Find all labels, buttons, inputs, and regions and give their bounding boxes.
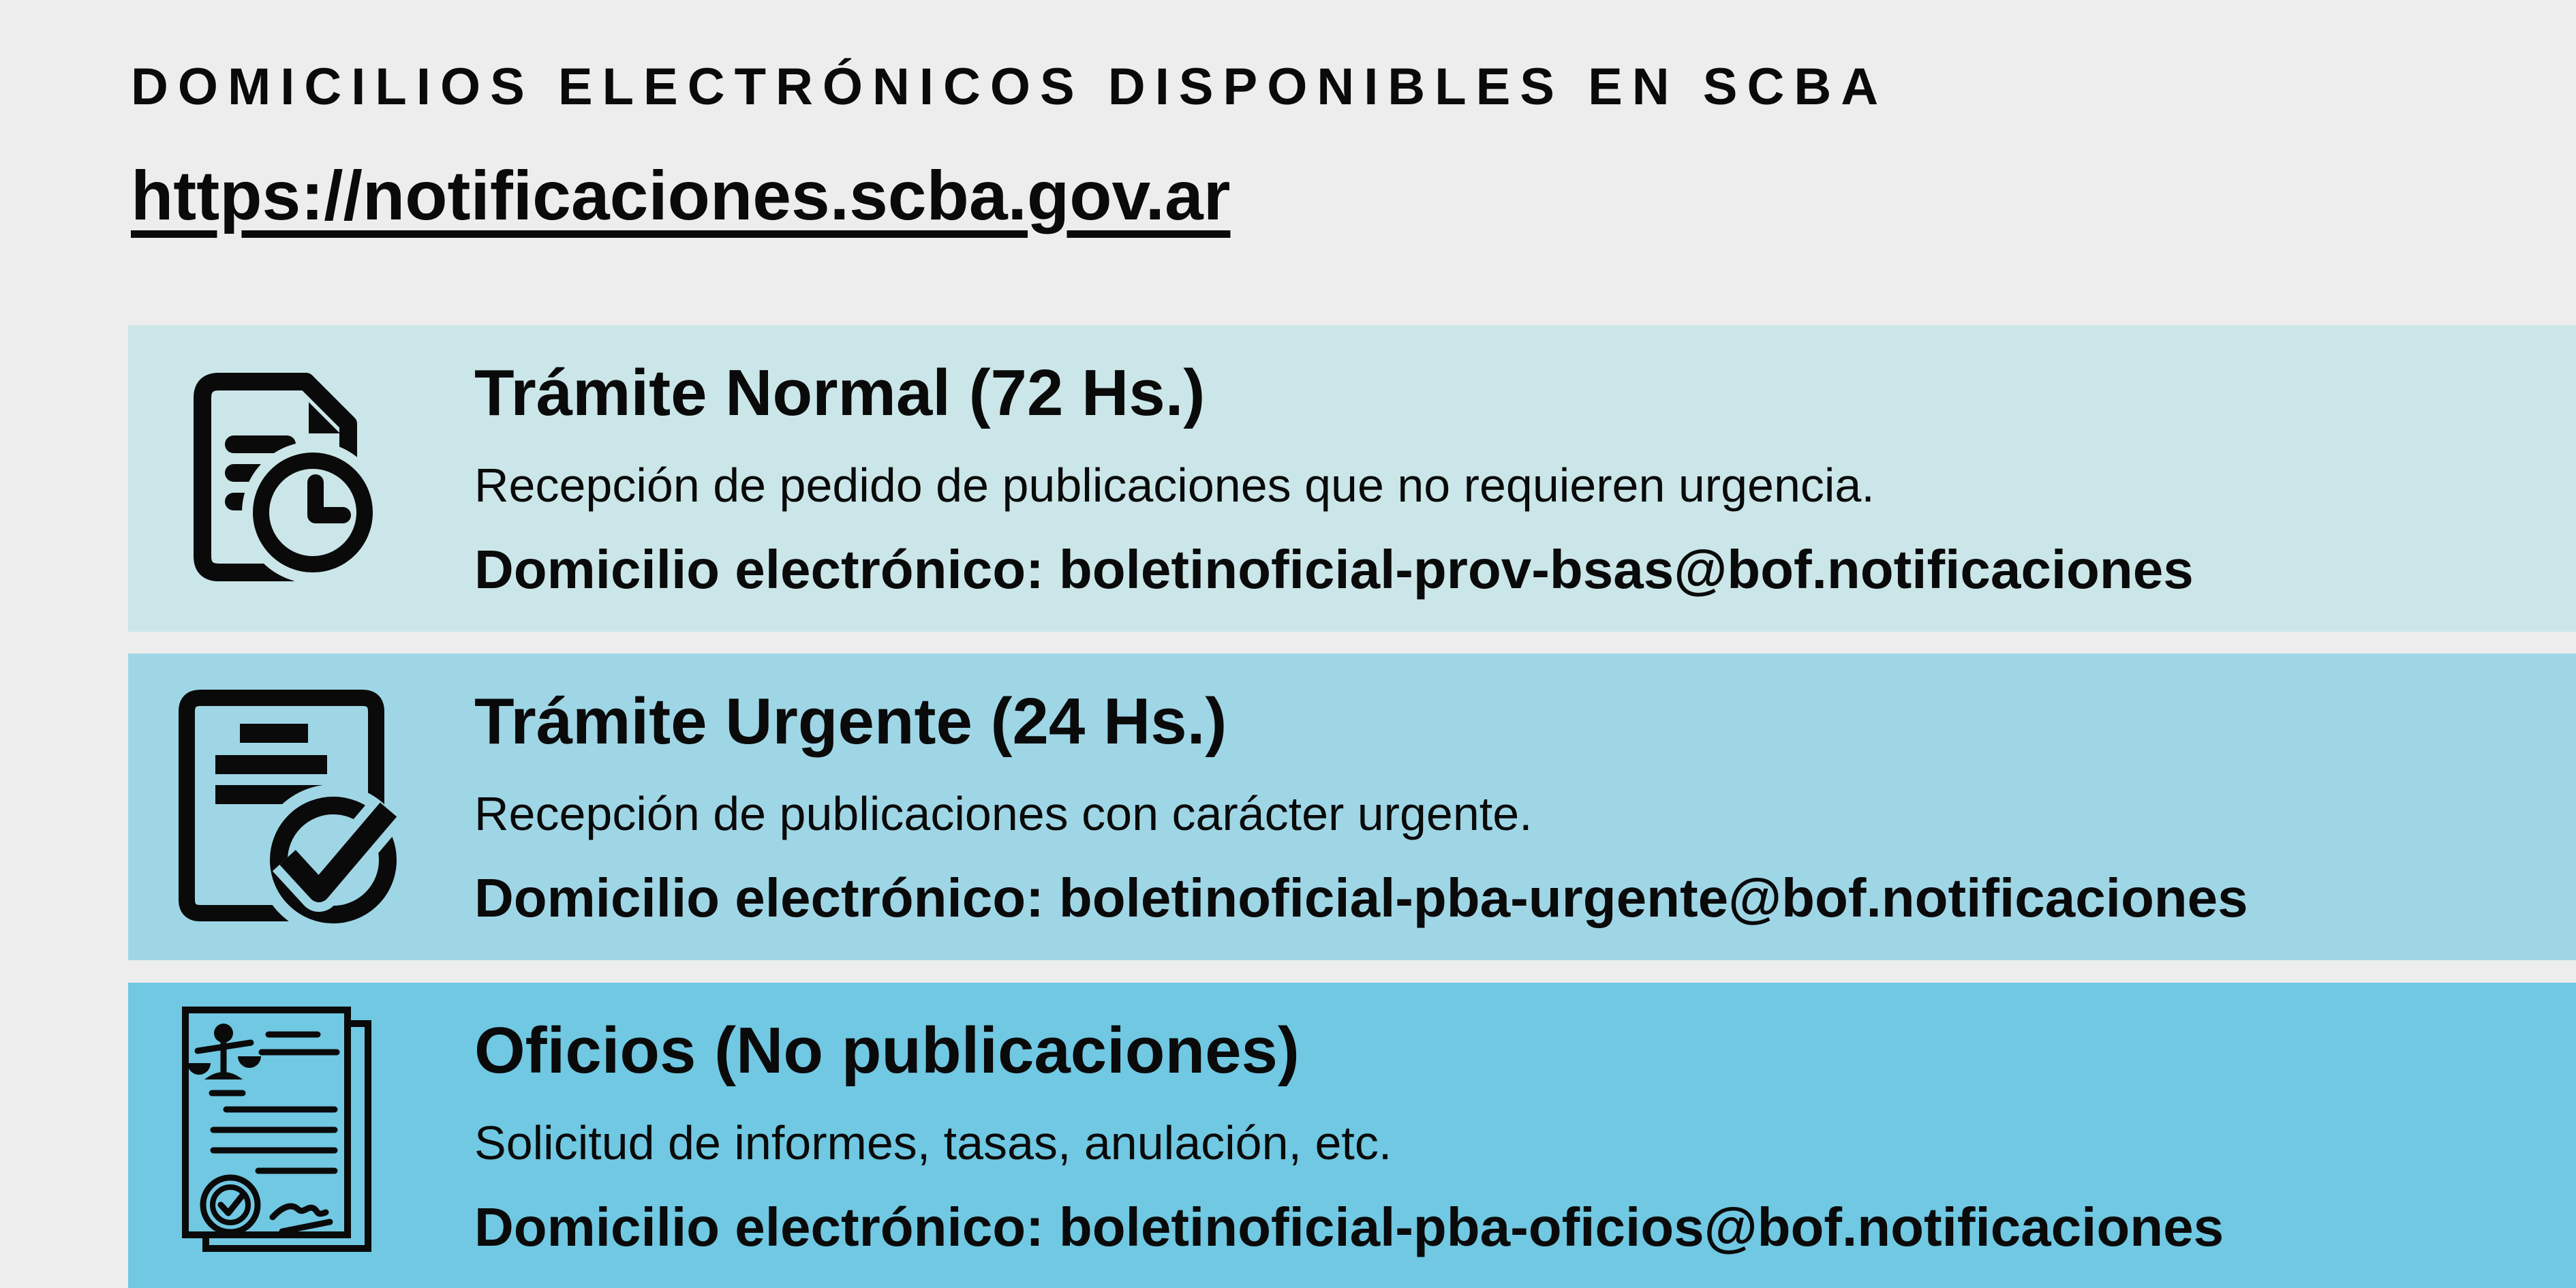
scba-url-link[interactable]: https://notificaciones.scba.gov.ar (131, 157, 1231, 234)
card-description: Recepción de publicaciones con carácter urgente. (474, 787, 1533, 841)
card-description: Recepción de pedido de publicaciones que no requieren urgencia. (474, 459, 1875, 512)
card-contact: Domicilio electrónico: boletinoficial-pba-urgente@bof.notificaciones (474, 867, 2248, 928)
card-tramite-normal (128, 325, 2576, 632)
card-text (474, 358, 2194, 599)
card-contact: Domicilio electrónico: boletinoficial-pba-oficios@bof.notificaciones (474, 1196, 2224, 1257)
document-check-icon (168, 684, 403, 930)
card-title: Trámite Urgente (24 Hs.) (474, 684, 1227, 758)
card-oficios (128, 983, 2576, 1288)
legal-document-scales-icon (168, 1006, 403, 1266)
card-text (474, 1013, 2224, 1257)
document-clock-icon (168, 371, 403, 586)
card-description: Solicitud de informes, tasas, anulación, etc. (474, 1116, 1392, 1170)
page-title: DOMICILIOS ELECTRÓNICOS DISPONIBLES EN SCBA (131, 58, 1888, 116)
card-title: Trámite Normal (72 Hs.) (474, 356, 1206, 429)
card-text (474, 684, 2248, 928)
header (131, 57, 1888, 236)
card-title: Oficios (No publicaciones) (474, 1013, 1300, 1087)
card-tramite-urgente (128, 654, 2576, 960)
card-contact: Domicilio electrónico: boletinoficial-prov-bsas@bof.notificaciones (474, 538, 2194, 600)
